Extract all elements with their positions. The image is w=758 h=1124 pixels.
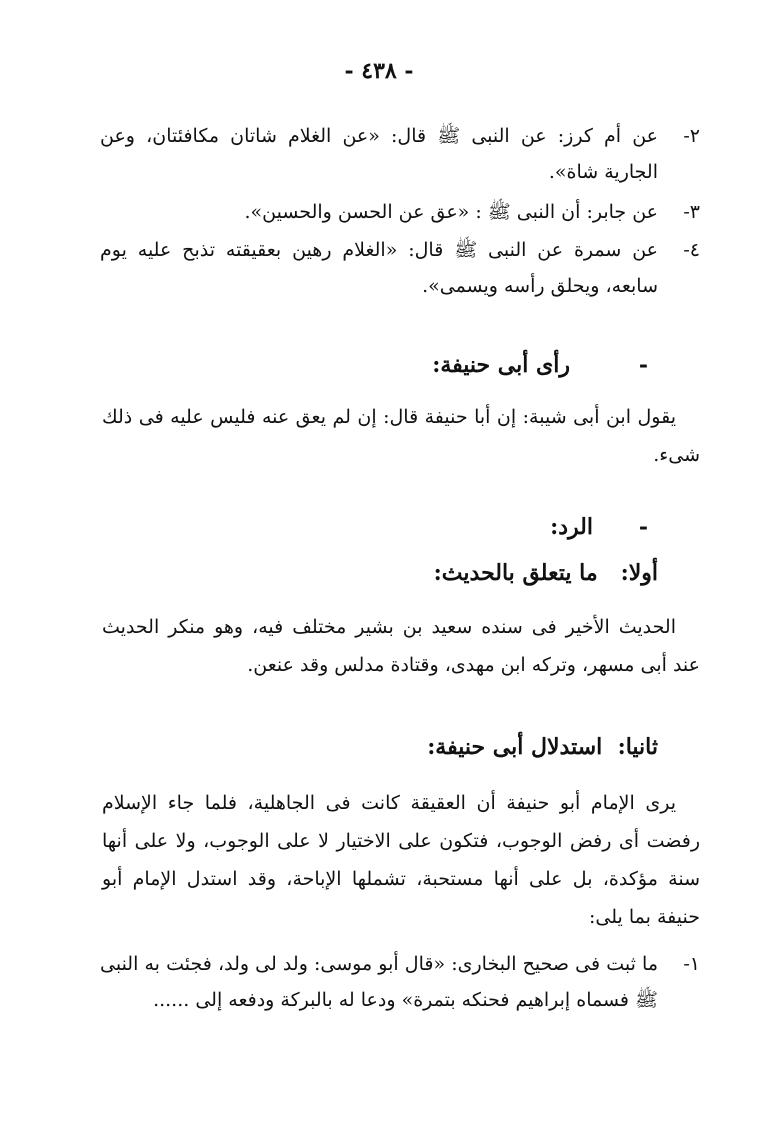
list-item: [100, 194, 700, 230]
section-heading: رأى أبى حنيفة:: [432, 352, 570, 378]
item-text: ما ثبت فى صحيح البخارى: «قال أبو موسى: ولد لى ولد، فجئت به النبى ﷺ فسماه إبراهيم فحنكه بتمرة» ودعا له بالبركة ودفعه إلى ......: [100, 953, 658, 1011]
section-paragraph: الحديث الأخير فى سنده سعيد بن بشير مختلف فيه، وهو منكر الحديث عند أبى مسهر، وتركه ابن مهدى، وقتادة مدلس وقد عنعن.: [102, 616, 700, 676]
item-text: عن أم كرز: عن النبى ﷺ قال: «عن الغلام شاتان مكافئتان، وعن الجارية شاة».: [100, 125, 658, 183]
list-item: [100, 232, 700, 304]
section-paragraph: يقول ابن أبى شيبة: إن أبا حنيفة قال: إن لم يعق عنه فليس عليه فى ذلك شىء.: [102, 406, 700, 466]
list-item: [100, 946, 700, 1018]
item-number: ٣-: [683, 201, 700, 223]
item-text: عن سمرة عن النبى ﷺ قال: «الغلام رهين بعقيقته تذبح عليه يوم سابعه، ويحلق رأسه ويسمى».: [100, 239, 658, 297]
item-text: عن جابر: أن النبى ﷺ : «عق عن الحسن والحسين».: [244, 201, 658, 223]
section-dash: -: [638, 514, 648, 540]
section-dash: -: [638, 352, 648, 378]
item-number: ٢-: [683, 125, 700, 147]
section-heading: الرد:: [550, 514, 593, 540]
section-paragraph: يرى الإمام أبو حنيفة أن العقيقة كانت فى الجاهلية، فلما جاء الإسلام رفضت أى رفض الوجوب، فتكون على الاختيار لا على الوجوب، ولا على أنها سنة مؤكدة، بل على أنها مستحبة، تشملها الإباحة، وقد استدل الإمام أبو حنيفة بما يلى:: [102, 792, 700, 928]
item-number: ١-: [683, 953, 700, 975]
item-number: ٤-: [683, 239, 700, 261]
list-item: [100, 118, 700, 190]
subsection-heading: ثانيا: استدلال أبى حنيفة:: [427, 734, 658, 760]
page-number: - ٤٣٨ -: [344, 58, 414, 84]
subsection-heading: أولا: ما يتعلق بالحديث:: [433, 560, 658, 586]
